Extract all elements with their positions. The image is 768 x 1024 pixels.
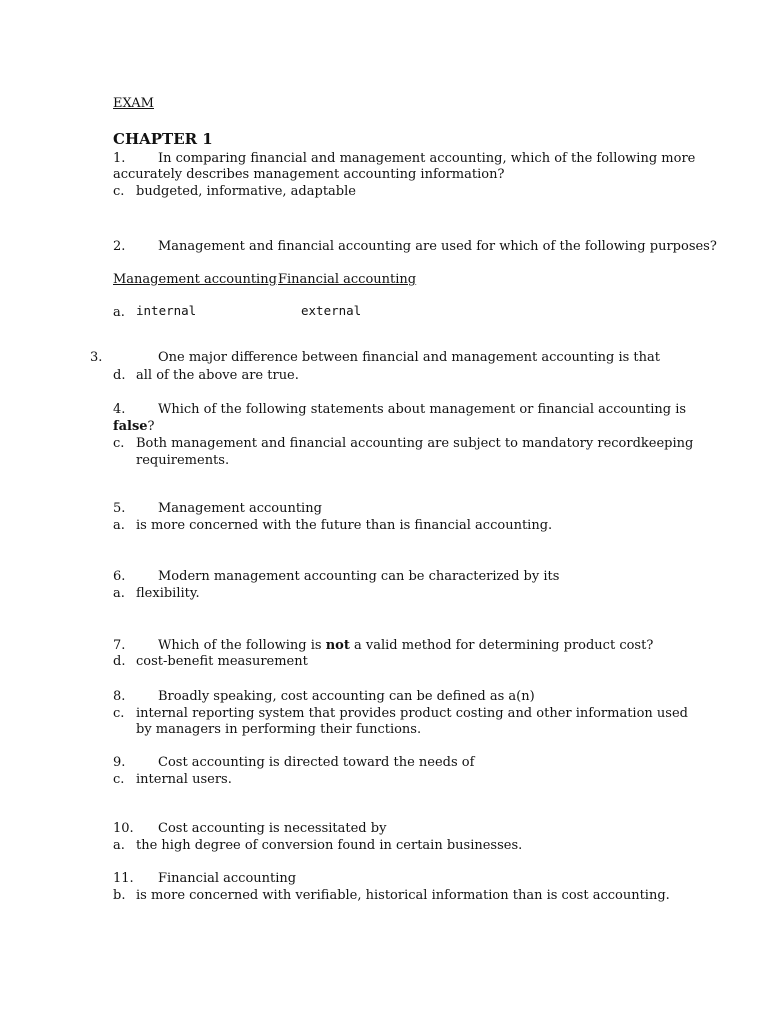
answer-text: the high degree of conversion found in certain businesses. xyxy=(136,838,523,853)
answer-letter: d. xyxy=(113,654,126,669)
answer-text: budgeted, informative, adaptable xyxy=(136,184,356,199)
question-stem: Broadly speaking, cost accounting can be defined as a(n) xyxy=(158,689,535,704)
answer-letter: a. xyxy=(113,838,125,853)
answer-text: internal reporting system that provides product costing and other information used xyxy=(136,706,688,721)
question-number: 9. xyxy=(113,755,126,770)
answer-text: internal users. xyxy=(136,772,232,787)
question-number: 5. xyxy=(113,501,126,516)
emphasis-not: not xyxy=(325,638,350,653)
answer-letter: c. xyxy=(113,184,125,199)
stem-after: a valid method for determining product cost? xyxy=(349,638,654,653)
question-stem-cont: accurately describes management accounting information? xyxy=(113,167,505,182)
answer-letter: c. xyxy=(113,772,125,787)
answer-management-value: internal xyxy=(136,303,197,318)
question-stem: Cost accounting is directed toward the needs of xyxy=(158,755,475,770)
answer-text: cost-benefit measurement xyxy=(136,654,308,669)
question-stem xyxy=(158,637,653,654)
question-stem: Financial accounting xyxy=(158,871,297,886)
question-stem: Management and financial accounting are used for which of the following purposes? xyxy=(158,239,717,254)
answer-financial-value: external xyxy=(301,303,362,318)
answer-text: Both management and financial accounting are subject to mandatory recordkeeping xyxy=(136,436,694,451)
column-header-management: Management accounting xyxy=(113,272,277,287)
answer-text: is more concerned with verifiable, historical information than is cost accounting. xyxy=(136,888,670,903)
question-number: 7. xyxy=(113,638,126,653)
question-number: 3. xyxy=(90,350,103,365)
question-number: 1. xyxy=(113,151,126,166)
question-stem: Management accounting xyxy=(158,501,322,516)
question-stem: Modern management accounting can be characterized by its xyxy=(158,569,560,584)
question-stem: Cost accounting is necessitated by xyxy=(158,821,387,836)
answer-letter: a. xyxy=(113,518,125,533)
question-number: 6. xyxy=(113,569,126,584)
question-number: 2. xyxy=(113,239,126,254)
answer-letter: c. xyxy=(113,706,125,721)
question-mark: ? xyxy=(147,419,155,434)
answer-text: flexibility. xyxy=(136,586,200,601)
answer-letter: a. xyxy=(113,305,125,320)
question-stem: One major difference between financial and management accounting is that xyxy=(158,350,661,365)
question-number: 11. xyxy=(113,871,134,886)
column-header-financial: Financial accounting xyxy=(278,272,417,287)
answer-letter: b. xyxy=(113,888,126,903)
question-stem: In comparing financial and management accounting, which of the following more xyxy=(158,151,696,166)
answer-letter: c. xyxy=(113,436,125,451)
answer-text: is more concerned with the future than is financial accounting. xyxy=(136,518,553,533)
answer-text: all of the above are true. xyxy=(136,368,299,383)
stem-before: Which of the following is xyxy=(158,638,326,653)
question-number: 10. xyxy=(113,821,134,836)
answer-letter: d. xyxy=(113,368,126,383)
answer-letter: a. xyxy=(113,586,125,601)
question-number: 4. xyxy=(113,402,126,417)
answer-text-cont: by managers in performing their functions. xyxy=(136,722,422,737)
chapter-title: CHAPTER 1 xyxy=(113,130,213,148)
question-stem: Which of the following statements about management or financial accounting is xyxy=(158,402,687,417)
exam-label: EXAM xyxy=(113,96,154,111)
question-stem-cont xyxy=(113,418,155,435)
question-number: 8. xyxy=(113,689,126,704)
answer-text-cont: requirements. xyxy=(136,453,230,468)
emphasis-false: false xyxy=(113,419,148,434)
